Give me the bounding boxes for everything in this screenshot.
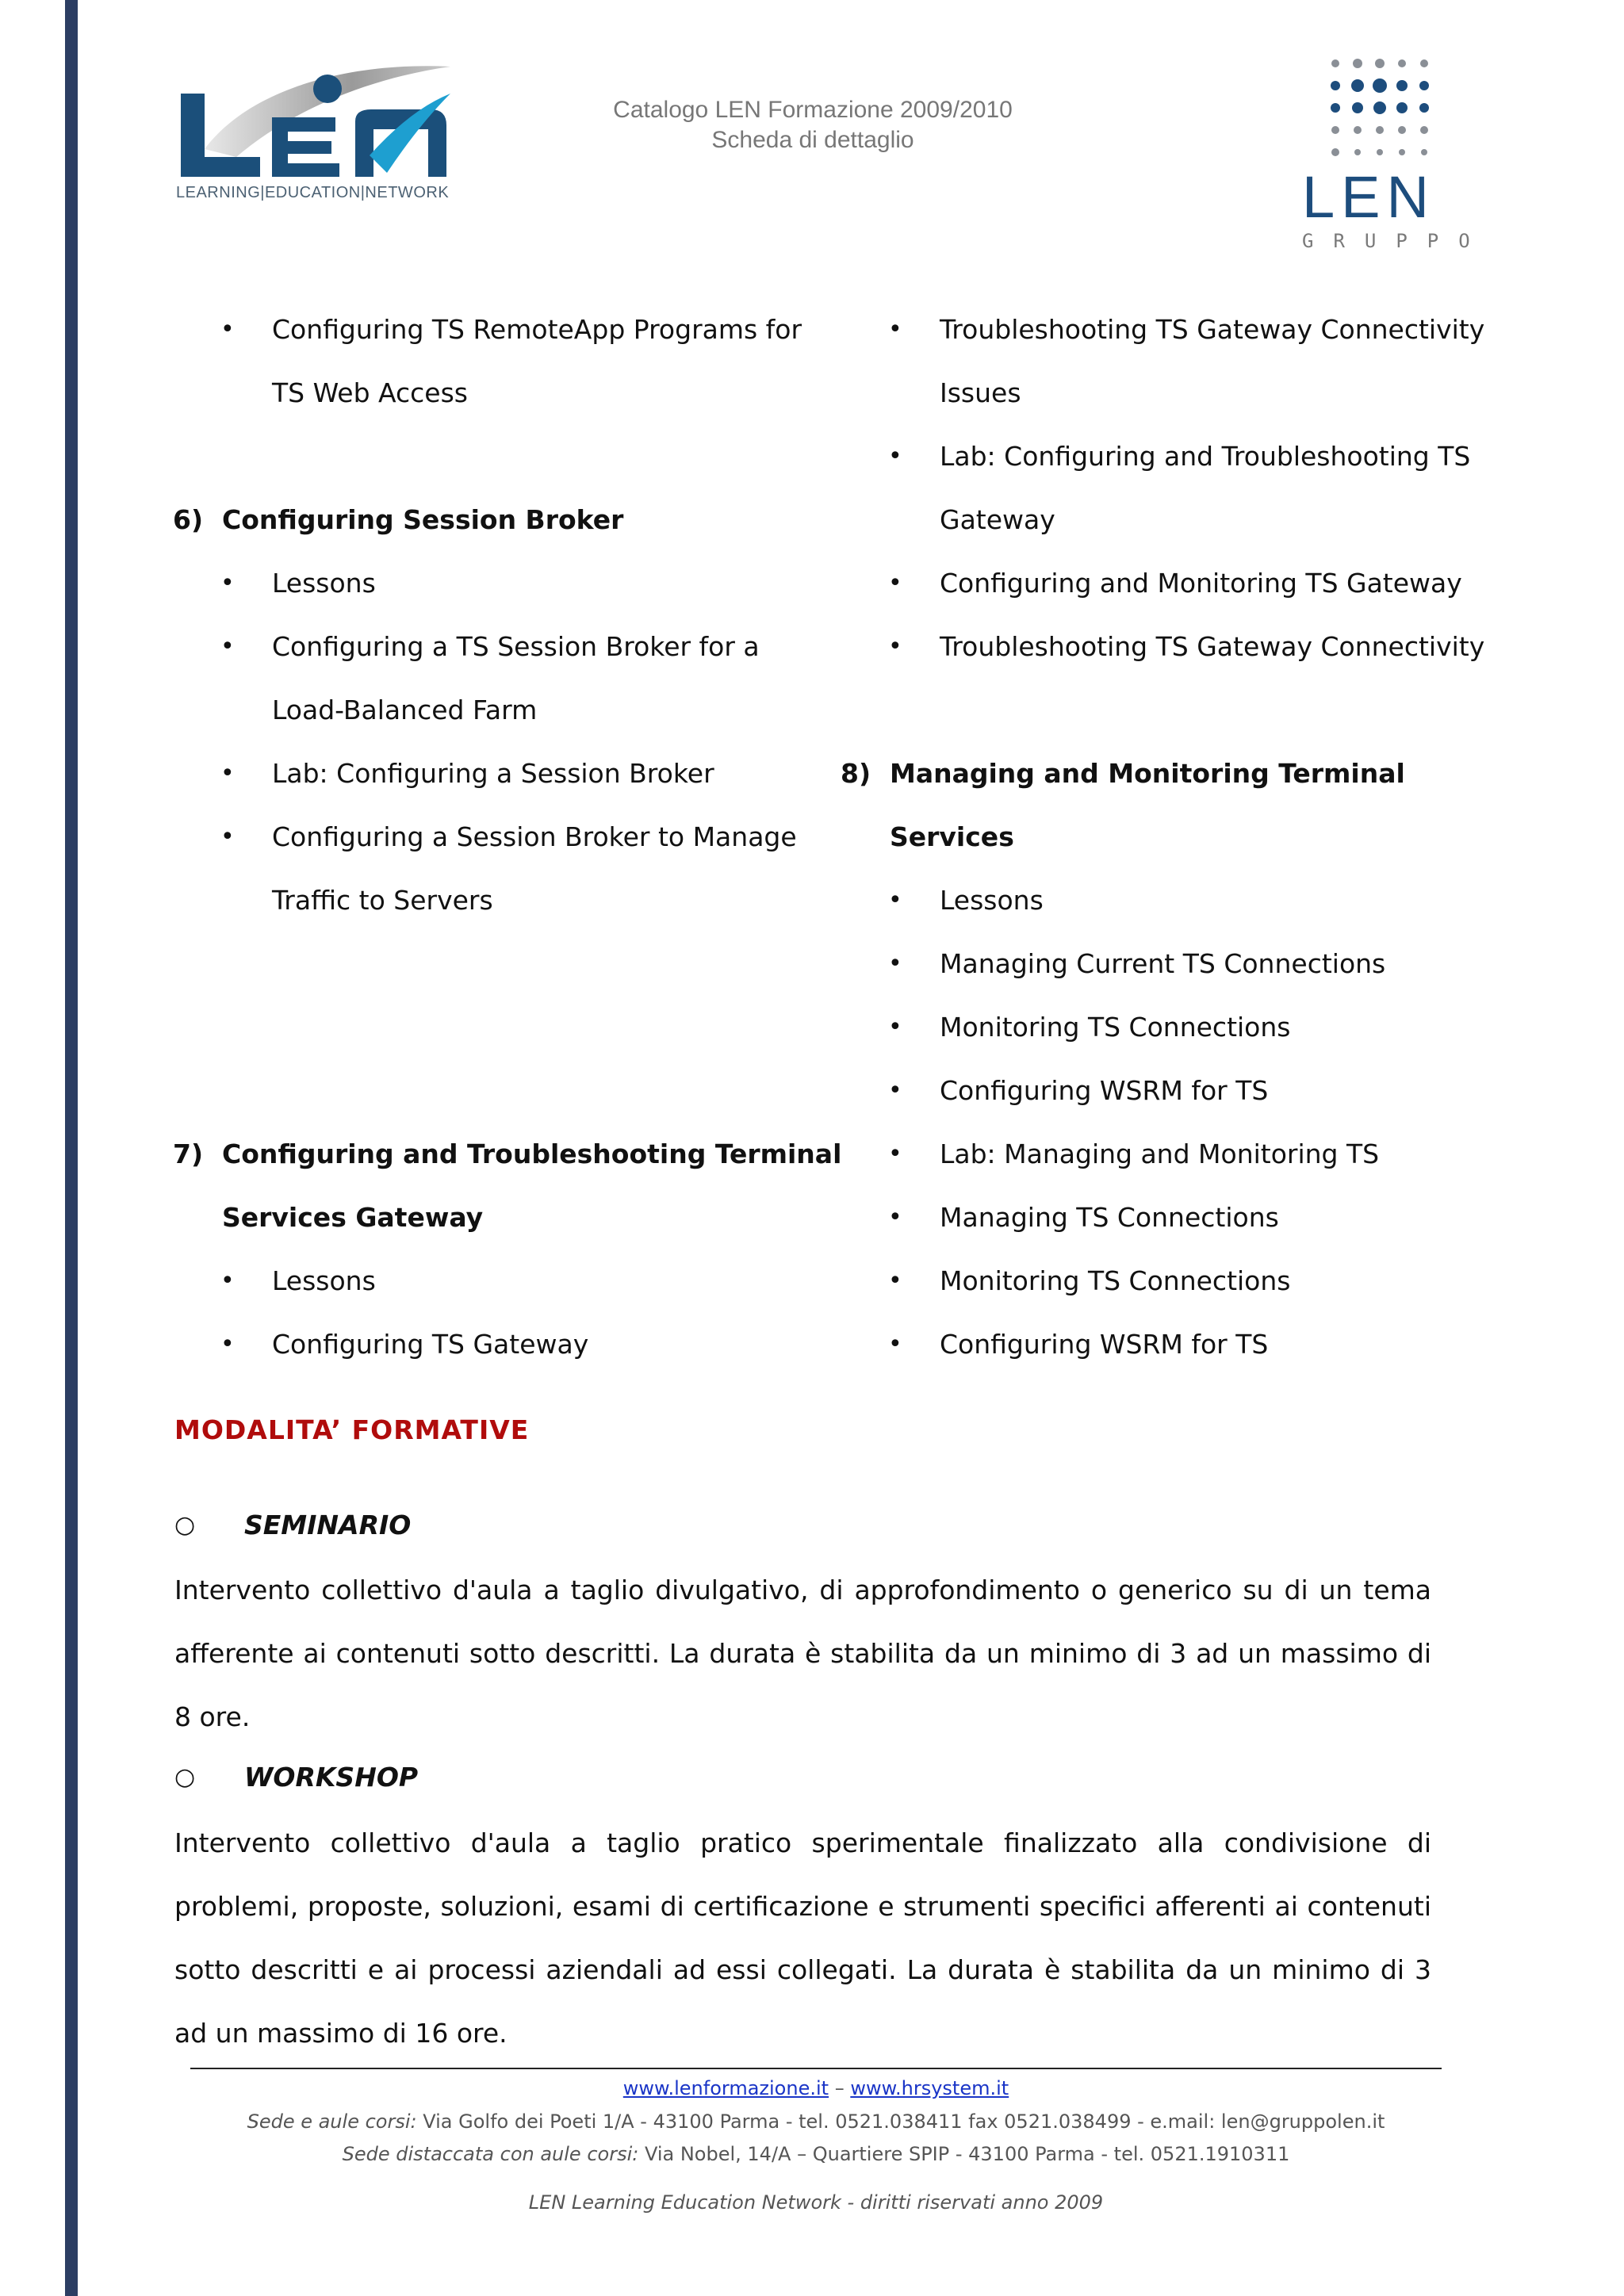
spacer [173, 996, 776, 1059]
list-item: • Troubleshooting TS Gateway Connectivity [888, 631, 1485, 662]
seminar-label: SEMINARIO [244, 1510, 412, 1540]
content-left-column [173, 298, 842, 1376]
list-item: • Managing Current TS Connections [888, 948, 1386, 979]
footer-divider [190, 2068, 1442, 2069]
list-item: • Lab: Managing and Monitoring TS [888, 1138, 1380, 1169]
circle-bullet-icon: ○ [174, 1763, 196, 1791]
list-item: • Lab: Configuring a Session Broker [220, 758, 714, 789]
footer-links: www.lenformazione.it – www.hrsystem.it [622, 2077, 1009, 2099]
spacer [173, 1059, 776, 1123]
list-item: • Configuring a TS Session Broker for a [220, 631, 760, 662]
content-right-column [841, 298, 1485, 1376]
list-item-continuation: Gateway [940, 504, 1055, 535]
lenformazione-link[interactable]: www.lenformazione.it [622, 2077, 829, 2099]
section-heading-continuation: Services Gateway [222, 1202, 484, 1233]
list-item: • Monitoring TS Connections [888, 1265, 1291, 1296]
document-header [515, 95, 1110, 155]
len-logo-graphic [173, 62, 458, 181]
spacer [841, 679, 1475, 742]
list-item: • Troubleshooting TS Gateway Connectivity [888, 314, 1485, 345]
section-heading-continuation: Services [890, 821, 1014, 852]
len-logo [173, 62, 458, 209]
len-gruppo-logo [1293, 55, 1490, 254]
training-modes-heading: MODALITA’ FORMATIVE [174, 1414, 530, 1445]
gruppo-logo-subtitle: GRUPPO [1302, 230, 1490, 252]
list-item: • Lab: Configuring and Troubleshooting TS [888, 441, 1471, 472]
logo-tagline: LEARNING|EDUCATION|NETWORK [176, 184, 450, 201]
list-item-continuation: Traffic to Servers [272, 885, 493, 916]
list-item-continuation: Load-Balanced Farm [272, 695, 538, 725]
section-heading: 7) Configuring and Troubleshooting Terminal [173, 1138, 842, 1169]
list-item: • Lessons [888, 885, 1044, 916]
list-item-continuation: TS Web Access [272, 377, 469, 408]
header-title-line2: Scheda di dettaglio [711, 127, 914, 153]
workshop-label: WORKSHOP [244, 1762, 419, 1793]
list-item: • Configuring a Session Broker to Manage [220, 821, 797, 852]
footer-address-main: Sede e aule corsi: Via Golfo dei Poeti 1/A - 43100 Parma - tel. 0521.038411 fax 0521.038499 - e.mail: len@gruppolen.it [247, 2110, 1385, 2133]
section-heading: 6) Configuring Session Broker [173, 504, 624, 535]
seminar-description: Intervento collettivo d'aula a taglio divulgativo, di approfondimento o generico su di un tema afferente ai contenuti sotto descritti. La durata è stabilita da un minimo di 3 ad un massimo di 8 ore. [174, 1575, 1431, 1732]
list-item: • Monitoring TS Connections [888, 1012, 1291, 1043]
list-item: • Lessons [220, 568, 376, 599]
section-heading: 8) Managing and Monitoring Terminal [841, 758, 1405, 789]
list-item: • Configuring TS RemoteApp Programs for [220, 314, 802, 345]
footer-address-branch: Sede distaccata con aule corsi: Via Nobel, 14/A – Quartiere SPIP - 43100 Parma - tel. 0521.1910311 [342, 2143, 1290, 2165]
left-border-bar [65, 0, 78, 2296]
list-item: • Configuring WSRM for TS [888, 1075, 1269, 1106]
spacer [173, 932, 776, 996]
list-item: • Managing TS Connections [888, 1202, 1279, 1233]
list-item: • Configuring and Monitoring TS Gateway [888, 568, 1462, 599]
spacer [173, 425, 776, 488]
circle-bullet-icon: ○ [174, 1511, 196, 1539]
footer-copyright: LEN Learning Education Network - diritti riservati anno 2009 [528, 2191, 1104, 2214]
hrsystem-link[interactable]: www.hrsystem.it [850, 2077, 1009, 2099]
list-item: • Configuring TS Gateway [220, 1329, 589, 1360]
dot-matrix-icon [1327, 55, 1462, 159]
header-title-line1: Catalogo LEN Formazione 2009/2010 [613, 97, 1013, 123]
list-item-continuation: Issues [940, 377, 1021, 408]
list-item: • Lessons [220, 1265, 376, 1296]
list-item: • Configuring WSRM for TS [888, 1329, 1269, 1360]
gruppo-logo-wordmark: LEN [1302, 164, 1435, 230]
workshop-description: Intervento collettivo d'aula a taglio pratico sperimentale finalizzato alla condivisione di problemi, proposte, soluzioni, esami di certificazione e strumenti specifici afferenti ai contenuti sotto descritti e ai processi aziendali ad essi collegati. La durata è stabilita da un minimo di 3 ad un massimo di 16 ore. [174, 1827, 1431, 2049]
